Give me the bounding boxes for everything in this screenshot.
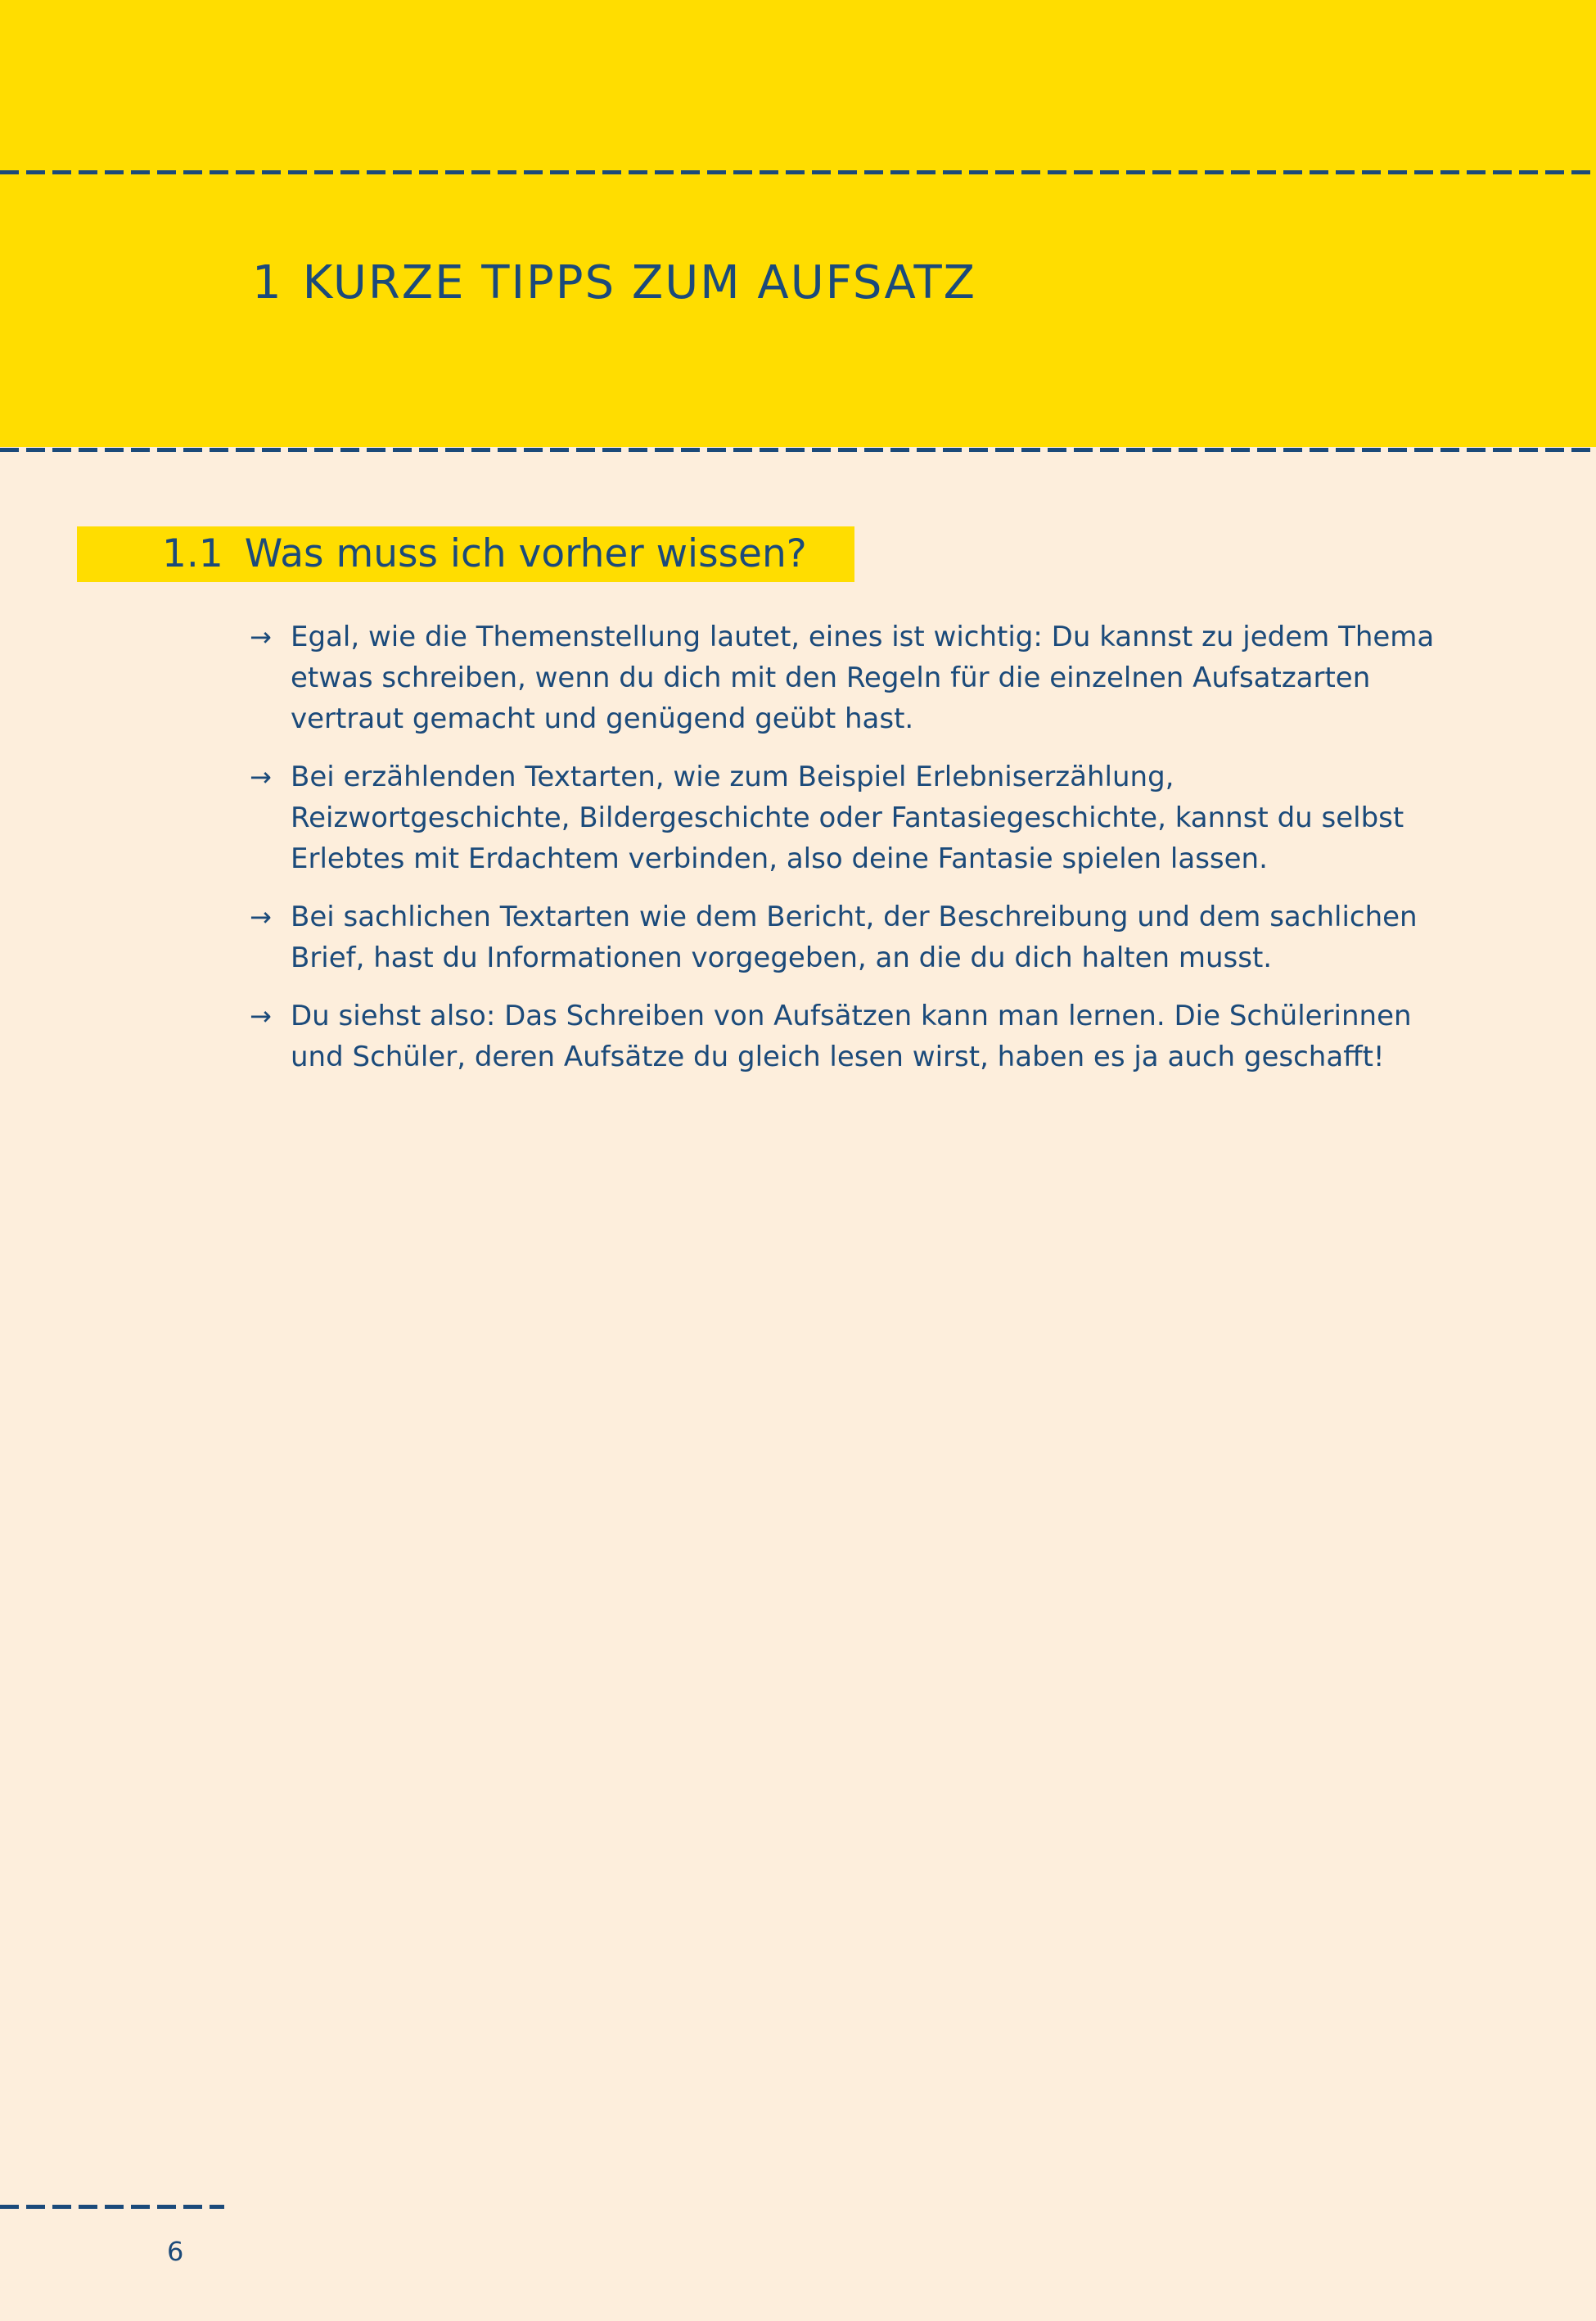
header-top-dashed-divider — [0, 170, 1596, 174]
arrow-right-icon: → — [250, 901, 272, 932]
section-number: 1.1 — [162, 531, 223, 576]
list-item — [250, 896, 1445, 978]
list-item — [250, 996, 1445, 1077]
list-item-text: Egal, wie die Themenstellung lautet, eines ist wichtig: Du kannst zu jedem Thema etwas schreiben, wenn du dich mit den Regeln für die einzelnen Aufsatzarten vertraut gemacht und genügend geübt hast. — [291, 621, 1435, 735]
chapter-title — [252, 251, 976, 316]
section-title-text: Was muss ich vorher wissen? — [244, 531, 807, 576]
page-number: 6 — [167, 2236, 184, 2267]
list-item-text: Bei sachlichen Textarten wie dem Bericht, der Beschreibung und dem sachlichen Brief, hast du Informationen vorgegeben, an die du dich halten musst. — [291, 901, 1418, 974]
list-item — [250, 616, 1445, 739]
chapter-title-text: KURZE TIPPS ZUM AUFSATZ — [302, 256, 977, 309]
list-item-text: Du siehst also: Das Schreiben von Aufsätzen kann man lernen. Die Schülerinnen und Schüler, deren Aufsätze du gleich lesen wirst, haben es ja auch geschafft! — [291, 1000, 1412, 1073]
arrow-right-icon: → — [250, 1000, 272, 1032]
footer-dashed-divider — [0, 2205, 224, 2209]
header-bottom-dashed-divider — [0, 448, 1596, 452]
list-item — [250, 756, 1445, 879]
tips-list — [250, 616, 1445, 1095]
chapter-header-band — [0, 0, 1596, 447]
arrow-right-icon: → — [250, 621, 272, 652]
chapter-number: 1 — [252, 256, 283, 309]
list-item-text: Bei erzählenden Textarten, wie zum Beispiel Erlebniserzählung, Reizwortgeschichte, Bildergeschichte oder Fantasiegeschichte, kannst du selbst Erlebtes mit Erdachtem verbinden, also deine Fantasie spielen lassen. — [291, 761, 1404, 875]
arrow-right-icon: → — [250, 761, 272, 792]
section-heading — [77, 526, 854, 582]
